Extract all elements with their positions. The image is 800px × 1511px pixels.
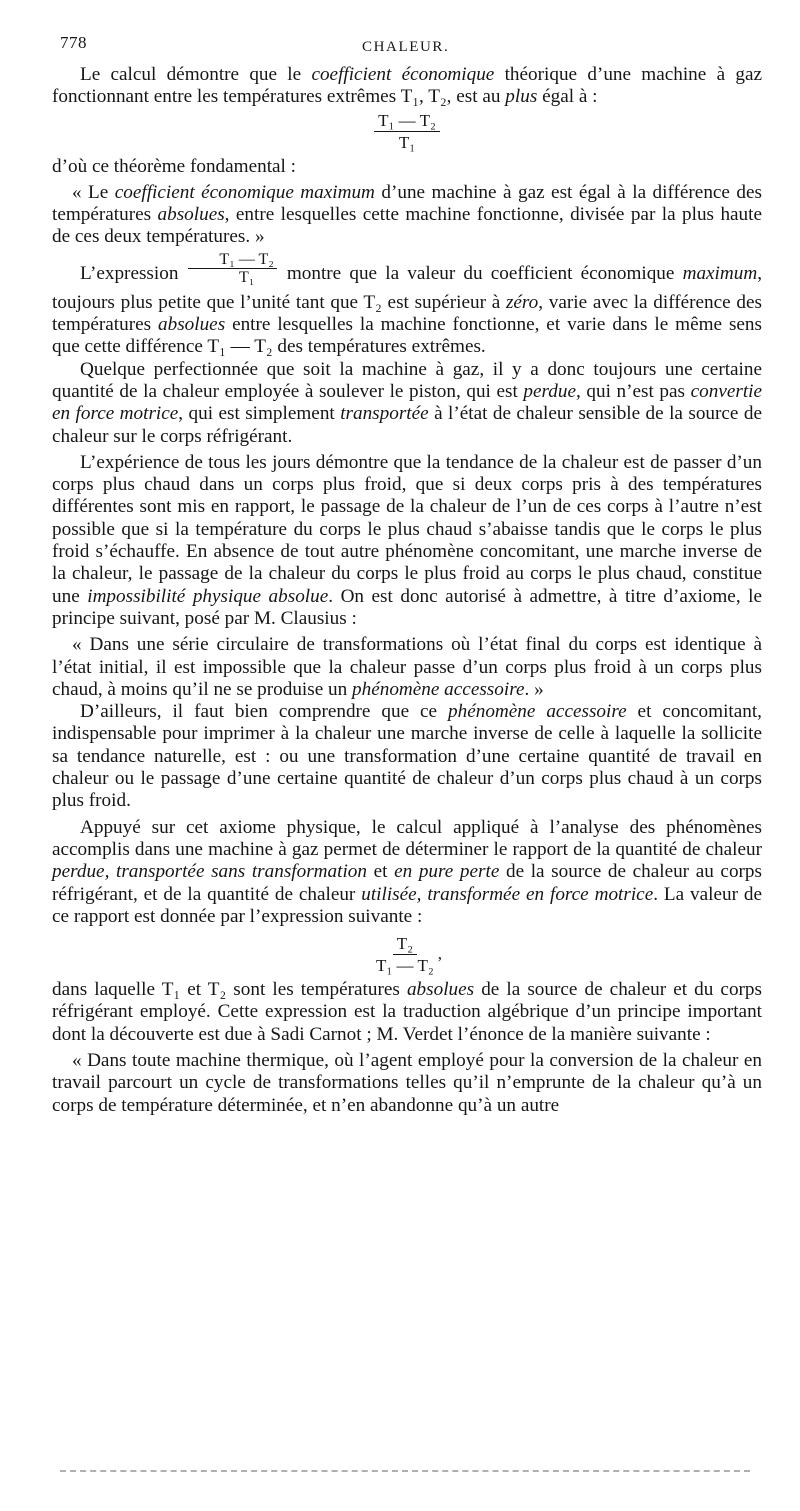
fraction-numerator: T₁ — T₂ [374,111,440,132]
text-run: , entre lesquelles cette machine fonctionne, divisée par la plus haute de ces deux températures. » [52,204,762,248]
text-run: . La valeur de ce rapport est donnée par l’expression suivante : [52,883,762,927]
formula-efficiency [52,111,762,152]
text-run: . » [524,678,544,700]
inline-fraction [188,251,276,286]
running-head: CHALEUR. [362,39,450,55]
quote-verdet: « Dans toute machine thermique, où l’agent employé pour la conversion de la chaleur en travail parcourt un cycle de transformations telles qu’il n’emprunte de la chaleur qu’à un corps de température déterminée, et n’en abandonne qu’à un autre [52,1049,762,1116]
emphasis: perdue [523,380,576,402]
quote-theorem [52,182,762,249]
emphasis: absolues [406,979,475,1001]
text-run: et [366,861,395,883]
emphasis: coefficient économique maximum [114,181,375,203]
emphasis: impossibilité physique absolue [87,585,329,607]
formula-ratio [52,934,762,975]
emphasis: phénomène accessoire [448,701,627,723]
text-run: , qui n’est pas [575,380,691,402]
text-run: « Le [72,181,115,203]
fraction-denominator: T₁ [398,132,416,152]
paragraph-economic-coefficient [52,64,762,109]
text-run: entre lesquelles la machine fonctionne, et varie dans le même sens que cette différence T₁ — T₂ des températures extrêmes. [52,314,762,358]
emphasis: en pure perte [394,861,500,883]
text-run: de la source de chaleur au corps réfrigérant, et de la quantité de chaleur [52,861,762,905]
fraction [372,934,438,975]
emphasis: transportée [340,403,429,425]
emphasis: utilisée, transformée en force motrice [361,883,654,905]
text-run: L’expérience de tous les jours démontre que la tendance de la chaleur est de passer d’un corps plus chaud dans un corps plus froid, que si deux corps pris à des températures différentes sont mis en rapport, le passage de la chaleur de l’un de ces corps à l’autre n’est possible que si la température du corps le plus chaud s’abaisse tandis que le corps le plus froid s’échauffe. En absence de tout autre phénomène concomitant, une marche inverse de la chaleur, le passage de la chaleur du corps le plus froid au corps le plus chaud, constitue une [52,451,762,607]
emphasis: convertie en force motrice [52,380,762,425]
emphasis: plus [505,86,538,108]
quote-clausius [52,634,762,701]
emphasis: phénomène accessoire [352,678,525,700]
paragraph-axiom [52,817,762,928]
fraction-denominator: T₁ [238,268,255,286]
text-run: Le calcul démontre que le [80,64,312,85]
fraction-numerator: T₁ — T₂ [188,251,276,269]
emphasis: zéro [505,291,539,313]
text-run: d’une machine à gaz est égal à la différence des températures [52,181,762,226]
emphasis: absolues [158,314,226,336]
emphasis: coefficient économique [311,64,495,85]
page-header [52,28,762,64]
emphasis: maximum [682,262,758,284]
paragraph-lost-heat [52,359,762,448]
text-run: théorique d’une machine à gaz fonctionnant entre les températures extrêmes T₁, T₂, est au [52,64,762,108]
paragraph-experience [52,452,762,630]
paragraph-theorem-intro: d’où ce théorème fondamental : [52,155,297,177]
paragraph-carnot [52,979,762,1046]
fraction-denominator: T₁ — T₂ [375,956,434,976]
fraction-numerator: T₂ [393,934,417,955]
paragraph-expression [52,250,762,359]
text-run: L’expression [80,262,179,284]
text-run: , qui est simplement [178,403,341,425]
text-run: , varie avec la différence des températures [52,291,762,336]
page-number: 778 [60,33,87,52]
text-run: « Dans une série circulaire de transformations où l’état final du corps est identique à l’état initial, il est impossible que la chaleur passe d’un corps plus froid à un corps plus chaud, à moins qu’il ne se produise un [52,634,762,700]
text-run: et concomitant, indispensable pour imprimer à la chaleur une marche inverse de celle à laquelle la sollicite sa tendance naturelle, est : ou une transformation d’une certaine quantité de travail en chaleur ou le passage d’une certaine quantité de chaleur d’un corps plus chaud à un corps plus froid. [52,701,762,812]
fraction [374,111,440,152]
text-run: de la source de chaleur et du corps réfrigérant employé. Cette expression est la traduction algébrique d’un principe important dont la découverte est due à Sadi Carnot ; M. Verdet l’énonce de la manière suivante : [52,979,762,1045]
text-run: à l’état de chaleur sensible de la source de chaleur sur le corps réfrigérant. [52,403,762,447]
text-run: , toujours plus petite que l’unité tant que T₂ est supérieur à [52,262,762,313]
paragraph-accessory-phenomenon [52,701,762,812]
text-run: . On est donc autorisé à admettre, à titre d’axiome, le principe suivant, posé par M. Clausius : [52,585,762,629]
text-run: D’ailleurs, il faut bien comprendre que ce [80,701,449,723]
footer-rule [60,1470,750,1472]
text-run: dans laquelle T₁ et T₂ sont les températures [52,979,407,1001]
text-run: Quelque perfectionnée que soit la machine à gaz, il y a donc toujours une certaine quantité de la chaleur employée à soulever le piston, qui est [52,358,762,402]
formula-comma: , [437,944,443,964]
text-run: égal à : [537,86,598,108]
text-run: Appuyé sur cet axiome physique, le calcul appliqué à l’analyse des phénomènes accomplis dans une machine à gaz permet de déterminer le rapport de la quantité de chaleur [52,816,762,860]
emphasis: absolues [157,204,225,226]
text-run: montre que la valeur du coefficient économique [286,262,683,284]
emphasis: perdue, transportée sans transformation [52,861,367,883]
